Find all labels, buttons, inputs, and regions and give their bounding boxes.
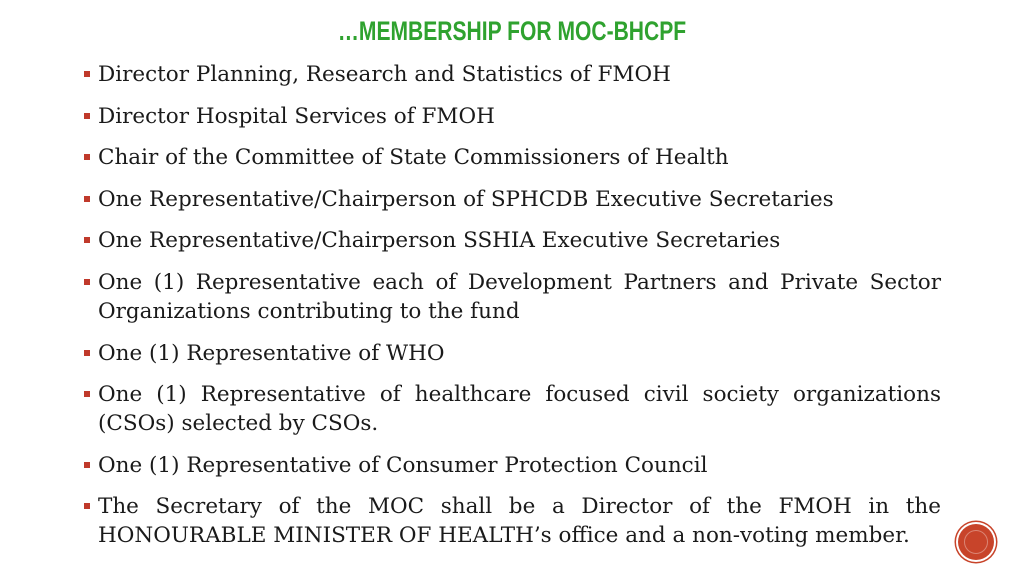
list-item <box>84 451 941 480</box>
list-item-text: One Representative/Chairperson of SPHCDB Executive Secretaries <box>98 186 834 212</box>
list-item <box>84 102 941 131</box>
square-bullet-icon <box>84 113 90 119</box>
list-item <box>84 492 941 550</box>
square-bullet-icon <box>84 71 90 77</box>
square-bullet-icon <box>84 279 90 285</box>
square-bullet-icon <box>84 391 90 397</box>
slide-title: …MEMBERSHIP FOR MOC-BHCPF <box>337 16 687 46</box>
list-item <box>84 339 941 368</box>
list-item <box>84 380 941 438</box>
list-item <box>84 226 941 255</box>
square-bullet-icon <box>84 350 90 356</box>
square-bullet-icon <box>84 154 90 160</box>
square-bullet-icon <box>84 462 90 468</box>
slide-number-badge-icon <box>958 524 994 560</box>
list-item-text: One (1) Representative each of Development Partners and Private Sector Organizations contributing to the fund <box>98 269 941 324</box>
list-item <box>84 60 941 89</box>
list-item-text: One (1) Representative of healthcare focused civil society organizations (CSOs) selected by CSOs. <box>98 382 941 437</box>
list-item <box>84 268 941 326</box>
list-item-text: Chair of the Committee of State Commissioners of Health <box>98 145 729 171</box>
list-item-text: One (1) Representative of Consumer Protection Council <box>98 452 708 478</box>
list-item-text: The Secretary of the MOC shall be a Director of the FMOH in the HONOURABLE MINISTER OF HEALTH’s office and a non-voting member. <box>98 494 941 549</box>
list-item <box>84 185 941 214</box>
square-bullet-icon <box>84 196 90 202</box>
square-bullet-icon <box>84 237 90 243</box>
list-item-text: Director Planning, Research and Statistics of FMOH <box>98 62 671 87</box>
membership-list <box>84 60 941 563</box>
list-item-text: Director Hospital Services of FMOH <box>98 103 495 129</box>
square-bullet-icon <box>84 503 90 509</box>
list-item-text: One Representative/Chairperson SSHIA Executive Secretaries <box>98 228 781 254</box>
list-item-text: One (1) Representative of WHO <box>98 340 445 366</box>
list-item <box>84 143 941 172</box>
badge-ring-icon <box>964 530 988 554</box>
